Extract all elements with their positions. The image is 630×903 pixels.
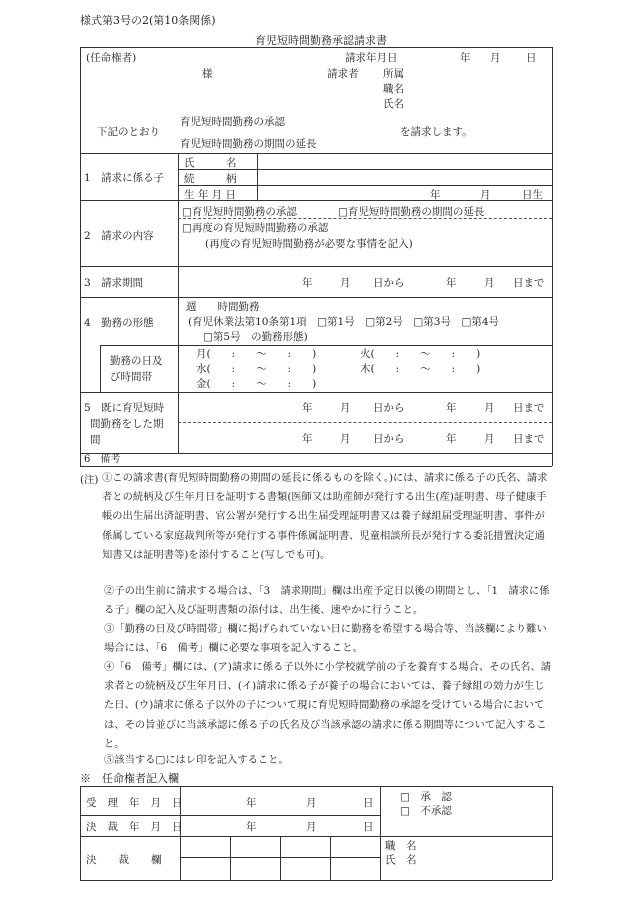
work-days-label-1: 勤務の日及: [110, 355, 163, 367]
receipt-day: 日: [363, 797, 374, 809]
approver-name-label: 氏 名: [385, 854, 417, 866]
note-1-text: ①この請求書(育児短時間勤務の期間の延長に係るものを除く。)には、請求に係る子の氏名、請求者との続柄及び生年月日を証明する書類(医師又は助産師が発行する出生(産)証明書、母子健康手帳の出生届出済証明書、官公署が発行する出生届受理証明書又は養子縁組届受理証明書、事件が係属している家庭裁判所等が発行する事件係属証明書、児童相談所長が発行する委託措置決定通知書又は証明書等)を添付すること(写しでも可)。: [102, 472, 548, 561]
child-birth-label: 生 年 月 日: [184, 189, 237, 201]
section-4-label: 4 勤務の形態: [84, 317, 154, 329]
prior-year-from-1: 年: [302, 402, 313, 414]
note-2: [80, 582, 552, 620]
prior-year-from-2: 年: [302, 433, 313, 445]
weekly-hours: 週 時間勤務: [186, 301, 260, 313]
prior-until-2: 日まで: [513, 433, 545, 445]
prior-month-from-1: 月: [340, 402, 351, 414]
check-extension[interactable]: □育児短時間勤務の期間の延長: [338, 206, 485, 218]
form-title: 育児短時間勤務承認請求書: [255, 34, 387, 47]
as-below: 下記のとおり: [97, 126, 160, 138]
decision-year: 年: [246, 821, 257, 833]
decision-month: 月: [306, 821, 317, 833]
notes-prefix: (注): [80, 474, 99, 486]
note-5-text: ⑤該当する□にはレ印を記入すること。: [104, 754, 289, 766]
note-5: [80, 751, 552, 770]
appointer-label: (任命権者): [86, 52, 137, 64]
decision-date-label: 決裁年月日: [86, 821, 194, 833]
period-year-from: 年: [302, 277, 313, 289]
birth-day: 日生: [522, 189, 543, 201]
check-re-approval[interactable]: □再度の育児短時間勤務の承認: [182, 222, 329, 234]
work-days-label-2: び時間帯: [110, 371, 152, 383]
friday-hours: 金( : 〜 : ): [196, 378, 317, 390]
requester-label: 請求者: [327, 68, 359, 80]
section-2-label: 2 請求の内容: [84, 230, 154, 242]
section-3-label: 3 請求期間: [84, 277, 144, 289]
appointer-section-heading: ※ 任命権者記入欄: [80, 772, 179, 785]
period-from: 日から: [373, 277, 405, 289]
tuesday-hours: 火( : 〜 : ): [360, 348, 481, 360]
section-5-label-1: 5 既に育児短時: [84, 402, 165, 414]
law-reference: (育児休業法第10条第1項 □第1号 □第2号 □第3号 □第4号: [188, 316, 500, 328]
re-approval-note: (再度の育児短時間勤務が必要な事情を記入): [205, 238, 413, 250]
approval-column-label: 決裁欄: [86, 854, 184, 866]
note-3-text: ③「勤務の日及び時間帯」欄に掲げられていない日に勤務を希望する場合等、当該欄により難い場合には、「6 備考」欄に必要な事項を記入すること。: [104, 623, 547, 655]
prior-from-1: 日から: [373, 402, 405, 414]
prior-year-to-2: 年: [446, 433, 457, 445]
wednesday-hours: 水( : 〜 : ): [196, 363, 317, 375]
birth-month: 月: [480, 189, 491, 201]
section-1-label: 1 請求に係る子: [84, 172, 165, 184]
thursday-hours: 木( : 〜 : ): [360, 363, 481, 375]
approver-position-label: 職 名: [385, 840, 417, 852]
period-until: 日まで: [513, 277, 545, 289]
section-6-label: 6 備考: [84, 454, 121, 465]
monday-hours: 月( : 〜 : ): [196, 348, 317, 360]
period-month-from: 月: [340, 277, 351, 289]
position-label: 職名: [383, 83, 404, 95]
decision-day: 日: [363, 821, 374, 833]
note-4: [80, 658, 552, 754]
section-5-label-2: 間勤務をした期: [90, 418, 164, 430]
name-label: 氏名: [383, 98, 404, 110]
prior-year-to-1: 年: [446, 402, 457, 414]
period-year-to: 年: [446, 277, 457, 289]
note-4-text: ④「6 備考」欄には、(ア)請求に係る子以外に小学校就学前の子を養育する場合、その氏名、請求者との続柄及び生年月日、(イ)請求に係る子が養子の場合においては、養子縁組の効力が生じた日、(ウ)請求に係る子以外の子について現に育児短時間勤務の承認を受けている場合においては、その旨並びに当該承認に係る子の氏名及び当該承認の請求に係る期間等について記入すること。: [104, 661, 552, 750]
check-approval[interactable]: □育児短時間勤務の承認: [182, 206, 297, 218]
receipt-year: 年: [246, 797, 257, 809]
request-date-label: 請求年月日: [345, 52, 398, 64]
request-year: 年: [460, 52, 471, 64]
request-month: 月: [490, 52, 501, 64]
note-3: [80, 620, 552, 658]
disapprove-checkbox[interactable]: □ 不承認: [400, 805, 452, 817]
prior-month-to-2: 月: [484, 433, 495, 445]
option-extension: 育児短時間勤務の期間の延長: [180, 138, 317, 150]
approve-checkbox[interactable]: □ 承 認: [400, 791, 452, 803]
form-number: 様式第3号の2(第10条関係): [80, 14, 216, 27]
birth-year: 年: [430, 189, 441, 201]
option-approval: 育児短時間勤務の承認: [180, 116, 285, 128]
child-relation-label: 続 柄: [184, 173, 237, 185]
request-suffix: を請求します。: [400, 126, 473, 138]
law-reference-2: □第5号 の勤務形態): [203, 331, 308, 343]
prior-from-2: 日から: [373, 433, 405, 445]
request-day: 日: [526, 52, 537, 64]
prior-month-from-2: 月: [340, 433, 351, 445]
child-name-label: 氏 名: [184, 157, 237, 169]
note-1: [80, 469, 552, 565]
note-2-text: ②子の出生前に請求する場合は、「3 請求期間」欄は出産予定日以後の期間とし、「1 請求に係る子」欄の記入及び証明書類の添付は、出生後、速やかに行うこと。: [104, 585, 550, 617]
honorific: 様: [202, 68, 213, 80]
period-month-to: 月: [484, 277, 495, 289]
section-5-label-3: 間: [90, 434, 101, 446]
receipt-date-label: 受理年月日: [86, 797, 194, 809]
receipt-month: 月: [306, 797, 317, 809]
prior-month-to-1: 月: [484, 402, 495, 414]
prior-until-1: 日まで: [513, 402, 545, 414]
affiliation-label: 所属: [383, 68, 404, 80]
